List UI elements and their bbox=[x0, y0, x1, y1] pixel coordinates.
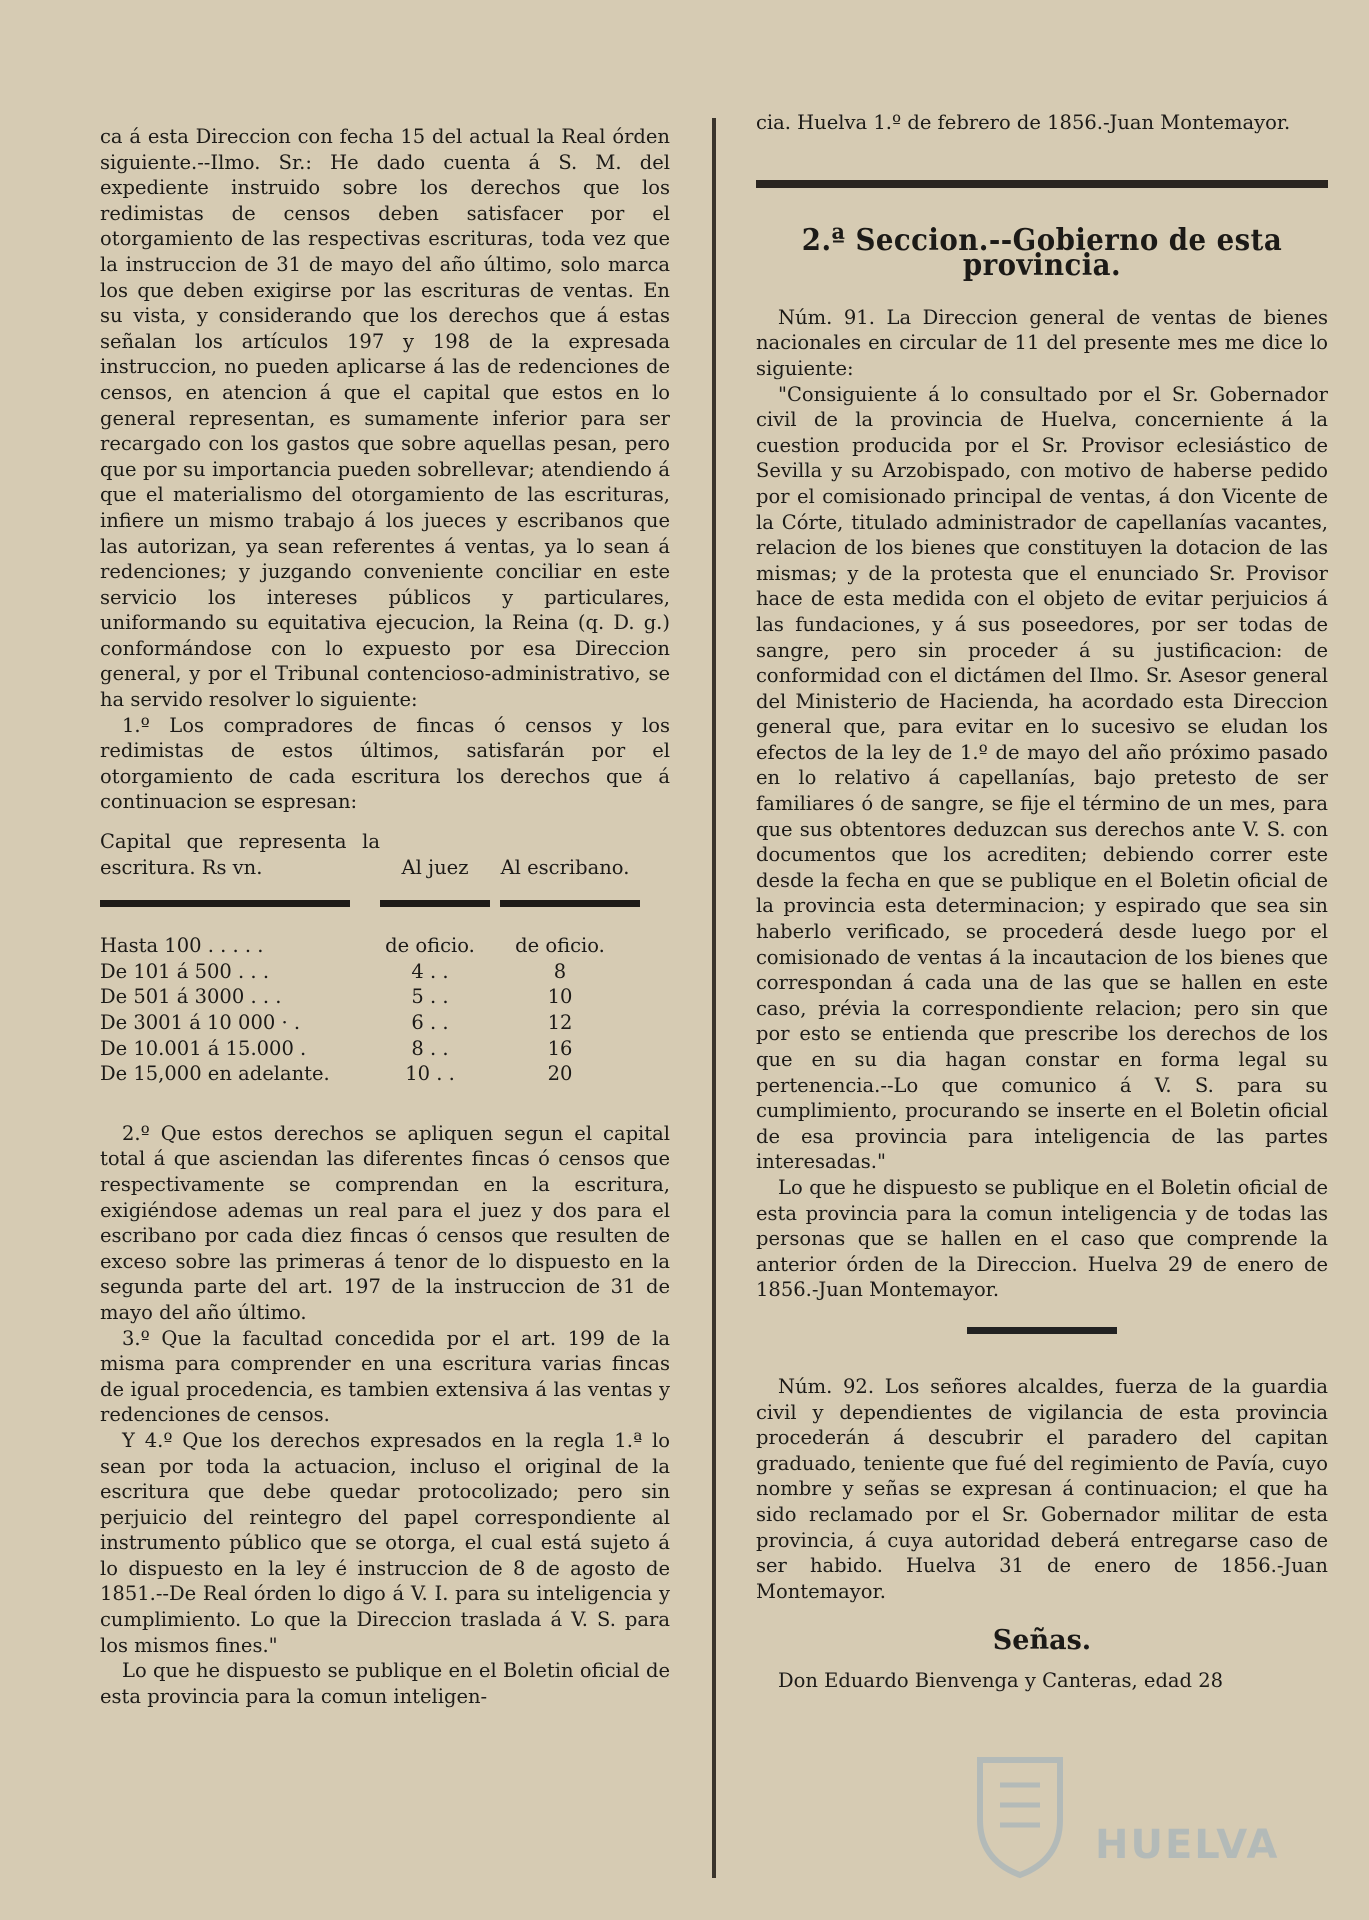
row-juez: 6 . . bbox=[411, 1011, 449, 1034]
crest-icon bbox=[960, 1740, 1080, 1880]
fees-table-body bbox=[100, 933, 670, 1087]
right-paragraph-2: "Consiguiente á lo consultado por el Sr. Gobernador civil de la provincia de Huelva, concerniente á la cuestion producida por el Sr. Provisor eclesiástico de Sevilla y su Arzobispado, con motivo de haberse pedido por el comisionado principal de ventas, á don Vicente de la Córte, titulado administrador de capellanías vacantes, relacion de los bienes que constituyen la dotacion de las mismas; y de la protesta que el enunciado Sr. Provisor hace de esta medida con el objeto de evitar perjuicios á las fundaciones, y á sus poseedores, por ser todas de sangre, pero sin proceder á su justificacion: de conformidad con el dictámen del Ilmo. Sr. Asesor general del Ministerio de Hacienda, ha acordado esta Direccion general que, para evitar en lo sucesivo se eludan los efectos de la ley de 1.º de mayo del año próximo pasado en lo relativo á capellanías, bajo pretesto de ser familiares ó de sangre, se fije el término de un mes, para que sus obtentores deduzcan sus derechos ante V. S. con documentos que los acrediten; debiendo correr este desde la fecha en que se publique en el Boletin oficial de la provincia esta determinacion; y espirado que sea sin haberlo verificado, se procederá desde luego por el comisionado de ventas á la incautacion de los bienes que correspondan á cada una de las que se hallen en este caso, prévia la correspondiente relacion; pero sin que por esto se entienda que prescribe los derechos de los que en su dia hagan constar en forma legal su pertenencia.--Lo que comunico á V. S. para su cumplimiento, procurando se inserte en el Boletin oficial de esa provincia para inteligencia de las partes interesadas." bbox=[756, 382, 1328, 1174]
left-paragraph-4: 3.º Que la facultad concedida por el art. 199 de la misma para comprender en una escritura varias fincas de igual procedencia, es tambien extensiva á las ventas y redenciones de censos. bbox=[100, 1326, 670, 1427]
row-juez: 4 . . bbox=[411, 959, 449, 983]
row-juez: 10 . . bbox=[405, 1062, 455, 1086]
table-row bbox=[100, 984, 670, 1010]
section-rule bbox=[756, 180, 1328, 188]
row-escribano: 16 bbox=[547, 1036, 573, 1060]
row-juez: 5 . . bbox=[411, 985, 449, 1009]
section-title: 2.ª Seccion.--Gobierno de esta provincia. bbox=[801, 222, 1283, 284]
header-escribano: Al escribano. bbox=[500, 855, 630, 879]
left-column bbox=[100, 124, 670, 1709]
row-escribano: 10 bbox=[547, 985, 573, 1009]
fees-table-header bbox=[100, 829, 670, 880]
left-paragraph-2: 1.º Los compradores de fincas ó censos y los redimistas de estos últimos, satisfarán por el otorgamiento de cada escritura los derechos que á continuacion se espresan: bbox=[100, 713, 670, 814]
table-row bbox=[100, 1036, 670, 1062]
right-paragraph-1: Núm. 91. La Direccion general de ventas de bienes nacionales en circular de 11 del presente mes me dice lo siguiente: bbox=[756, 305, 1328, 380]
right-paragraph-5: Don Eduardo Bienvenga y Canteras, edad 28 bbox=[778, 1668, 1224, 1692]
row-capital: De 3001 á 10 000 · . bbox=[100, 1011, 301, 1034]
row-capital: Hasta 100 . . . . . bbox=[100, 934, 264, 958]
table-row bbox=[100, 959, 670, 985]
row-juez: de oficio. bbox=[385, 934, 475, 958]
row-capital: De 15,000 en adelante. bbox=[100, 1062, 330, 1086]
fees-table bbox=[100, 829, 670, 1087]
right-paragraph-0: cia. Huelva 1.º de febrero de 1856.-Juan Montemayor. bbox=[756, 111, 1291, 134]
row-escribano: 12 bbox=[547, 1011, 573, 1034]
short-divider bbox=[967, 1327, 1117, 1334]
column-divider bbox=[712, 118, 716, 1878]
row-capital: De 101 á 500 . . . bbox=[100, 959, 270, 983]
table-rules bbox=[100, 900, 670, 907]
table-row bbox=[100, 1061, 670, 1087]
row-capital: De 10.001 á 15.000 . bbox=[100, 1036, 307, 1060]
header-juez: Al juez bbox=[401, 855, 469, 879]
row-escribano: 20 bbox=[547, 1062, 573, 1086]
header-capital: Capital que representa la escritura. Rs vn. bbox=[100, 830, 380, 879]
rule-capital bbox=[100, 900, 350, 907]
row-juez: 8 . . bbox=[411, 1036, 449, 1060]
stamp-text: HUELVA bbox=[1095, 1822, 1280, 1868]
right-column bbox=[756, 110, 1328, 1693]
rule-juez bbox=[380, 900, 490, 907]
senas-title: Señas. bbox=[992, 1625, 1092, 1657]
table-row bbox=[100, 1010, 670, 1036]
row-capital: De 501 á 3000 . . . bbox=[100, 985, 282, 1009]
left-paragraph-5: Y 4.º Que los derechos expresados en la regla 1.ª lo sean por toda la actuacion, incluso el original de la escritura que debe quedar protocolizado; pero sin perjuicio del reintegro del papel correspondiente al instrumento público que se otorga, el cual está sujeto á lo dispuesto en la ley é instruccion de 8 de agosto de 1851.--De Real órden lo digo á V. I. para su inteligencia y cumplimiento. Lo que la Direccion traslada á V. S. para los mismos fines." bbox=[100, 1428, 670, 1657]
left-paragraph-6: Lo que he dispuesto se publique en el Boletin oficial de esta provincia para la comun inteligen- bbox=[100, 1659, 670, 1708]
left-paragraph-3: 2.º Que estos derechos se apliquen segun el capital total á que asciendan las diferentes fincas ó censos que respectivamente se comprendan en la escritura, exigiéndose ademas un real para el juez y dos para el escribano por cada diez fincas ó censos que resulten de exceso sobre las primeras á tenor de lo dispuesto en la segunda parte del art. 197 de la instruccion de 31 de mayo del año último. bbox=[100, 1121, 670, 1324]
library-stamp-watermark bbox=[960, 1740, 1320, 1880]
left-paragraph-1: ca á esta Direccion con fecha 15 del actual la Real órden siguiente.--Ilmo. Sr.: He dado cuenta á S. M. del expediente instruido sobre los derechos que los redimistas de censos deben satisfacer por el otorgamiento de las respectivas escrituras, toda vez que la instruccion de 31 de mayo del año último, solo marca los que deben exigirse por las escrituras de ventas. En su vista, y considerando que los derechos que á estas señalan los artículos 197 y 198 de la expresada instruccion, no pueden aplicarse á las de redenciones de censos, en atencion á que el capital que estos en lo general representan, es sumamente inferior para ser recargado con los gastos que sobre aquellas pesan, pero que por su importancia pueden sobrellevar; atendiendo á que el materialismo del otorgamiento de las escrituras, infiere un mismo trabajo á los jueces y escribanos que las autorizan, ya sean referentes á ventas, ya lo sean á redenciones; y juzgando conveniente conciliar en este servicio los intereses públicos y particulares, uniformando su equitativa ejecucion, la Reina (q. D. g.) conformándose con lo expuesto por esa Direccion general, y por el Tribunal contencioso-administrativo, se ha servido resolver lo siguiente: bbox=[100, 125, 670, 712]
right-paragraph-4: Núm. 92. Los señores alcaldes, fuerza de la guardia civil y dependientes de vigilancia de esta provincia procederán á descubrir el paradero del capitan graduado, teniente que fué del regimiento de Pavía, cuyo nombre y señas se expresan á continuacion; el que ha sido reclamado por el Sr. Gobernador militar de esta provincia, á cuya autoridad deberá entregarse caso de ser habido. Huelva 31 de enero de 1856.-Juan Montemayor. bbox=[756, 1374, 1328, 1603]
row-escribano: de oficio. bbox=[515, 934, 605, 958]
table-row bbox=[100, 933, 670, 959]
right-paragraph-3: Lo que he dispuesto se publique en el Boletin oficial de esta provincia para la comun inteligencia y de todas las personas que se hallen en el caso que comprende la anterior órden de la Direccion. Huelva 29 de enero de 1856.-Juan Montemayor. bbox=[756, 1175, 1328, 1302]
rule-escribano bbox=[500, 900, 640, 907]
row-escribano: 8 bbox=[553, 959, 567, 983]
